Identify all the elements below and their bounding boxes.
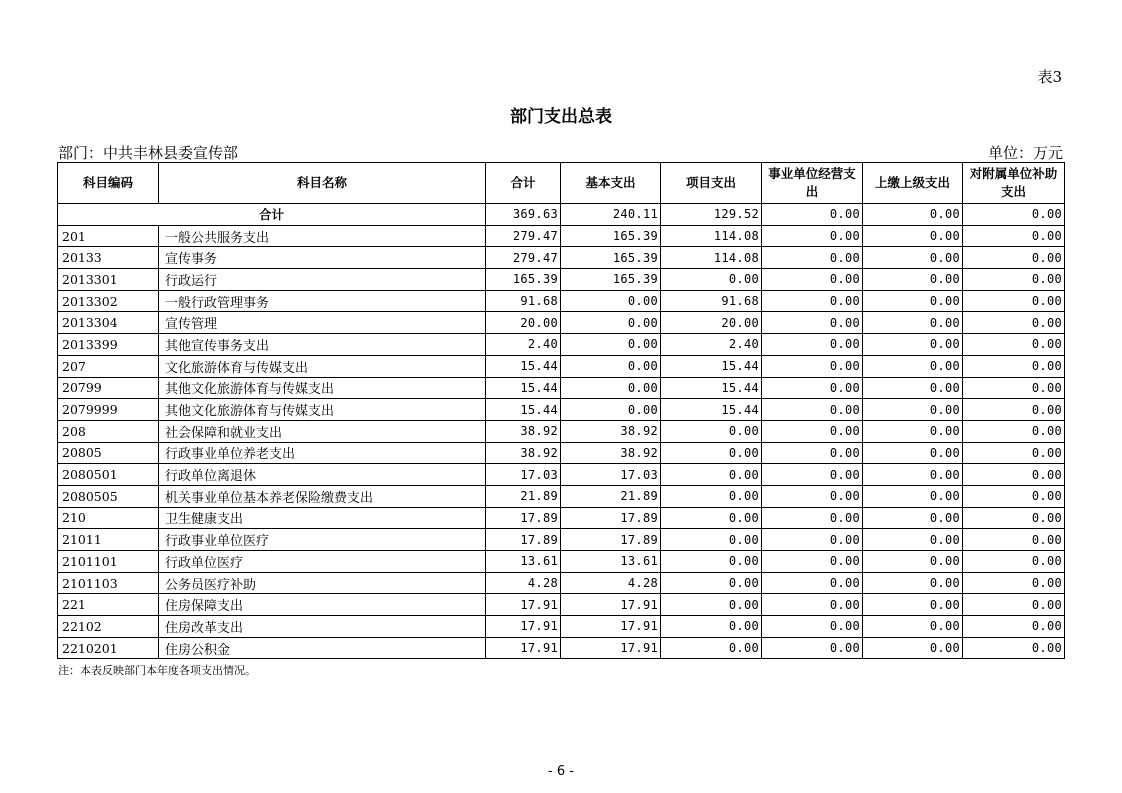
cell-subsidy: 0.00 — [963, 594, 1065, 616]
cell-basic: 0.00 — [561, 355, 661, 377]
cell-code: 20799 — [58, 377, 159, 399]
cell-basic: 17.91 — [561, 616, 661, 638]
cell-total: 13.61 — [486, 551, 561, 573]
cell-upper: 0.00 — [863, 529, 963, 551]
cell-total: 17.91 — [486, 594, 561, 616]
cell-upper: 0.00 — [863, 507, 963, 529]
cell-subsidy: 0.00 — [963, 572, 1065, 594]
cell-project: 15.44 — [661, 355, 762, 377]
table-row — [58, 551, 1065, 573]
cell-name: 其他宣传事务支出 — [159, 334, 486, 356]
table-row — [58, 572, 1065, 594]
cell-business: 0.00 — [762, 507, 863, 529]
cell-upper: 0.00 — [863, 399, 963, 421]
cell-subsidy: 0.00 — [963, 225, 1065, 247]
cell-subsidy: 0.00 — [963, 442, 1065, 464]
cell-business: 0.00 — [762, 464, 863, 486]
cell-business: 0.00 — [762, 355, 863, 377]
cell-name: 文化旅游体育与传媒支出 — [159, 355, 486, 377]
cell-upper: 0.00 — [863, 420, 963, 442]
cell-upper: 0.00 — [863, 485, 963, 507]
cell-name: 住房公积金 — [159, 637, 486, 659]
cell-upper: 0.00 — [863, 225, 963, 247]
header-basic: 基本支出 — [561, 163, 661, 204]
cell-subsidy: 0.00 — [963, 312, 1065, 334]
cell-upper: 0.00 — [863, 355, 963, 377]
cell-project: 0.00 — [661, 464, 762, 486]
cell-subsidy: 0.00 — [963, 269, 1065, 291]
cell-code: 2079999 — [58, 399, 159, 421]
table-row — [58, 399, 1065, 421]
cell-upper: 0.00 — [863, 312, 963, 334]
cell-basic: 165.39 — [561, 225, 661, 247]
cell-subsidy: 0.00 — [963, 507, 1065, 529]
cell-name: 一般公共服务支出 — [159, 225, 486, 247]
cell-code: 2101103 — [58, 572, 159, 594]
cell-basic: 38.92 — [561, 420, 661, 442]
cell-total: 279.47 — [486, 225, 561, 247]
cell-code: 207 — [58, 355, 159, 377]
cell-upper: 0.00 — [863, 551, 963, 573]
cell-business: 0.00 — [762, 225, 863, 247]
table-row — [58, 355, 1065, 377]
cell-total: 38.92 — [486, 442, 561, 464]
table-row — [58, 529, 1065, 551]
table-row — [58, 269, 1065, 291]
cell-upper: 0.00 — [863, 290, 963, 312]
cell-business: 0.00 — [762, 485, 863, 507]
cell-code: 20133 — [58, 247, 159, 269]
cell-total: 15.44 — [486, 355, 561, 377]
cell-subsidy: 0.00 — [963, 464, 1065, 486]
cell-project: 114.08 — [661, 247, 762, 269]
cell-name: 宣传管理 — [159, 312, 486, 334]
cell-name: 宣传事务 — [159, 247, 486, 269]
cell-basic: 0.00 — [561, 312, 661, 334]
cell-subsidy: 0.00 — [963, 616, 1065, 638]
cell-basic: 0.00 — [561, 377, 661, 399]
cell-total: 21.89 — [486, 485, 561, 507]
cell-subsidy: 0.00 — [963, 247, 1065, 269]
table-row — [58, 312, 1065, 334]
cell-basic: 17.91 — [561, 594, 661, 616]
header-name: 科目名称 — [159, 163, 486, 204]
cell-subsidy: 0.00 — [963, 637, 1065, 659]
cell-project: 0.00 — [661, 485, 762, 507]
cell-name: 机关事业单位基本养老保险缴费支出 — [159, 485, 486, 507]
cell-project: 114.08 — [661, 225, 762, 247]
table-number: 表3 — [1037, 68, 1062, 86]
department-label: 部门：中共丰林县委宣传部 — [58, 144, 239, 162]
cell-name: 其他文化旅游体育与传媒支出 — [159, 377, 486, 399]
cell-project: 0.00 — [661, 507, 762, 529]
page-number: - 6 - — [548, 764, 574, 779]
total-project: 129.52 — [661, 204, 762, 226]
header-project: 项目支出 — [661, 163, 762, 204]
cell-project: 0.00 — [661, 572, 762, 594]
cell-code: 2013399 — [58, 334, 159, 356]
cell-upper: 0.00 — [863, 269, 963, 291]
cell-project: 0.00 — [661, 269, 762, 291]
cell-basic: 17.89 — [561, 529, 661, 551]
cell-name: 社会保障和就业支出 — [159, 420, 486, 442]
cell-basic: 0.00 — [561, 334, 661, 356]
cell-total: 17.91 — [486, 616, 561, 638]
cell-upper: 0.00 — [863, 442, 963, 464]
cell-basic: 17.91 — [561, 637, 661, 659]
header-code: 科目编码 — [58, 163, 159, 204]
cell-name: 行政单位医疗 — [159, 551, 486, 573]
table-row — [58, 485, 1065, 507]
cell-name: 行政单位离退休 — [159, 464, 486, 486]
cell-project: 0.00 — [661, 420, 762, 442]
total-subsidy: 0.00 — [963, 204, 1065, 226]
table-row — [58, 594, 1065, 616]
cell-code: 2013302 — [58, 290, 159, 312]
cell-project: 0.00 — [661, 616, 762, 638]
cell-subsidy: 0.00 — [963, 355, 1065, 377]
table-row — [58, 442, 1065, 464]
cell-subsidy: 0.00 — [963, 399, 1065, 421]
table-row — [58, 247, 1065, 269]
cell-code: 221 — [58, 594, 159, 616]
header-business: 事业单位经营支出 — [762, 163, 863, 204]
cell-code: 2080505 — [58, 485, 159, 507]
cell-business: 0.00 — [762, 572, 863, 594]
cell-subsidy: 0.00 — [963, 290, 1065, 312]
cell-upper: 0.00 — [863, 464, 963, 486]
cell-upper: 0.00 — [863, 334, 963, 356]
cell-business: 0.00 — [762, 529, 863, 551]
cell-code: 22102 — [58, 616, 159, 638]
cell-project: 0.00 — [661, 529, 762, 551]
cell-upper: 0.00 — [863, 247, 963, 269]
cell-total: 17.91 — [486, 637, 561, 659]
cell-code: 20805 — [58, 442, 159, 464]
cell-code: 21011 — [58, 529, 159, 551]
cell-business: 0.00 — [762, 442, 863, 464]
cell-business: 0.00 — [762, 616, 863, 638]
cell-subsidy: 0.00 — [963, 485, 1065, 507]
cell-business: 0.00 — [762, 334, 863, 356]
cell-business: 0.00 — [762, 637, 863, 659]
cell-basic: 0.00 — [561, 399, 661, 421]
cell-business: 0.00 — [762, 247, 863, 269]
unit-label: 单位：万元 — [987, 144, 1063, 162]
header-subsidy: 对附属单位补助支出 — [963, 163, 1065, 204]
cell-upper: 0.00 — [863, 637, 963, 659]
cell-basic: 13.61 — [561, 551, 661, 573]
cell-code: 2013301 — [58, 269, 159, 291]
cell-basic: 21.89 — [561, 485, 661, 507]
table-row — [58, 290, 1065, 312]
cell-total: 15.44 — [486, 377, 561, 399]
page-title: 部门支出总表 — [510, 107, 612, 127]
cell-upper: 0.00 — [863, 572, 963, 594]
cell-subsidy: 0.00 — [963, 529, 1065, 551]
cell-name: 住房改革支出 — [159, 616, 486, 638]
cell-total: 38.92 — [486, 420, 561, 442]
cell-basic: 38.92 — [561, 442, 661, 464]
cell-subsidy: 0.00 — [963, 420, 1065, 442]
cell-code: 208 — [58, 420, 159, 442]
cell-total: 17.03 — [486, 464, 561, 486]
cell-subsidy: 0.00 — [963, 334, 1065, 356]
cell-code: 2101101 — [58, 551, 159, 573]
cell-business: 0.00 — [762, 551, 863, 573]
cell-basic: 17.03 — [561, 464, 661, 486]
cell-project: 20.00 — [661, 312, 762, 334]
table-row — [58, 616, 1065, 638]
cell-basic: 0.00 — [561, 290, 661, 312]
cell-business: 0.00 — [762, 312, 863, 334]
cell-code: 2210201 — [58, 637, 159, 659]
header-row — [58, 163, 1065, 204]
cell-subsidy: 0.00 — [963, 377, 1065, 399]
cell-code: 210 — [58, 507, 159, 529]
cell-total: 91.68 — [486, 290, 561, 312]
cell-code: 2013304 — [58, 312, 159, 334]
table-row — [58, 377, 1065, 399]
cell-project: 0.00 — [661, 551, 762, 573]
cell-name: 住房保障支出 — [159, 594, 486, 616]
table-row — [58, 507, 1065, 529]
cell-name: 行政运行 — [159, 269, 486, 291]
cell-name: 卫生健康支出 — [159, 507, 486, 529]
table-row — [58, 464, 1065, 486]
cell-project: 15.44 — [661, 399, 762, 421]
cell-project: 0.00 — [661, 442, 762, 464]
cell-total: 4.28 — [486, 572, 561, 594]
cell-name: 一般行政管理事务 — [159, 290, 486, 312]
cell-total: 15.44 — [486, 399, 561, 421]
cell-project: 2.40 — [661, 334, 762, 356]
total-upper: 0.00 — [863, 204, 963, 226]
table-row — [58, 225, 1065, 247]
cell-total: 20.00 — [486, 312, 561, 334]
cell-business: 0.00 — [762, 594, 863, 616]
total-basic: 240.11 — [561, 204, 661, 226]
cell-total: 165.39 — [486, 269, 561, 291]
table-row — [58, 637, 1065, 659]
expenditure-table — [57, 162, 1065, 659]
table-row — [58, 334, 1065, 356]
table-note: 注：本表反映部门本年度各项支出情况。 — [58, 664, 256, 677]
cell-name: 其他文化旅游体育与传媒支出 — [159, 399, 486, 421]
cell-basic: 165.39 — [561, 247, 661, 269]
cell-business: 0.00 — [762, 269, 863, 291]
cell-name: 行政事业单位养老支出 — [159, 442, 486, 464]
total-label: 合计 — [58, 204, 486, 226]
header-upper: 上缴上级支出 — [863, 163, 963, 204]
header-total: 合计 — [486, 163, 561, 204]
total-total: 369.63 — [486, 204, 561, 226]
total-business: 0.00 — [762, 204, 863, 226]
cell-business: 0.00 — [762, 420, 863, 442]
cell-total: 279.47 — [486, 247, 561, 269]
cell-code: 2080501 — [58, 464, 159, 486]
cell-upper: 0.00 — [863, 594, 963, 616]
cell-name: 公务员医疗补助 — [159, 572, 486, 594]
cell-total: 17.89 — [486, 507, 561, 529]
table-row — [58, 420, 1065, 442]
cell-basic: 165.39 — [561, 269, 661, 291]
cell-business: 0.00 — [762, 377, 863, 399]
cell-business: 0.00 — [762, 399, 863, 421]
cell-subsidy: 0.00 — [963, 551, 1065, 573]
cell-upper: 0.00 — [863, 377, 963, 399]
cell-total: 17.89 — [486, 529, 561, 551]
cell-business: 0.00 — [762, 290, 863, 312]
cell-name: 行政事业单位医疗 — [159, 529, 486, 551]
total-row — [58, 204, 1065, 226]
cell-total: 2.40 — [486, 334, 561, 356]
cell-basic: 4.28 — [561, 572, 661, 594]
cell-basic: 17.89 — [561, 507, 661, 529]
cell-upper: 0.00 — [863, 616, 963, 638]
cell-project: 15.44 — [661, 377, 762, 399]
cell-project: 0.00 — [661, 637, 762, 659]
cell-code: 201 — [58, 225, 159, 247]
cell-project: 0.00 — [661, 594, 762, 616]
cell-project: 91.68 — [661, 290, 762, 312]
